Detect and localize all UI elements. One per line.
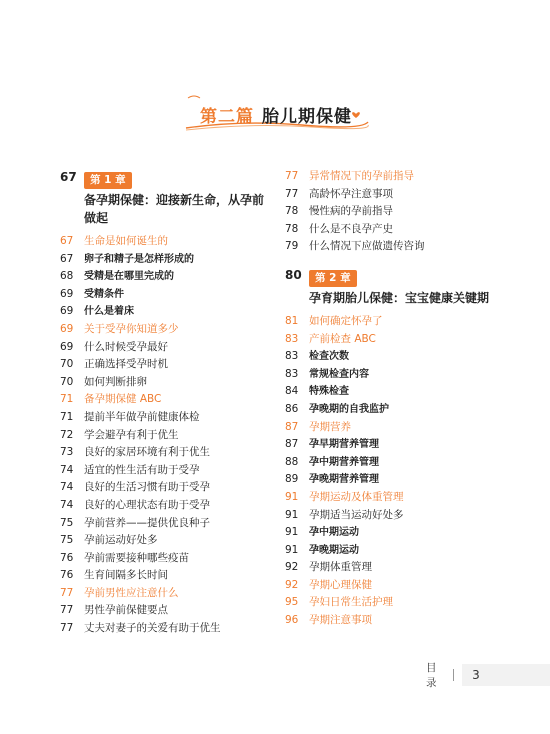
toc-entry-title: 学会避孕有利于优生 <box>84 428 179 441</box>
toc-page-number: 96 <box>285 614 299 627</box>
chapter-1-entry[interactable] <box>60 168 270 227</box>
toc-entry-title: 孕晚期的自我监护 <box>309 403 389 415</box>
toc-page-number: 92 <box>285 578 299 591</box>
toc-entry-title: 生命是如何诞生的 <box>84 235 168 247</box>
toc-entry-title: 孕期适当运动好处多 <box>309 508 404 521</box>
toc-entry-title: 产前检查 ABC <box>309 332 376 345</box>
toc-page-number: 78 <box>285 205 299 218</box>
toc-page-number: 89 <box>285 473 299 486</box>
part-title <box>200 102 352 127</box>
toc-entry[interactable] <box>285 348 505 366</box>
toc-section-entry[interactable] <box>60 585 270 603</box>
toc-section-entry[interactable] <box>60 391 270 409</box>
toc-entry[interactable] <box>60 444 270 462</box>
toc-entry-title: 孕期营养 <box>309 420 351 433</box>
toc-entry[interactable] <box>285 366 505 384</box>
toc-page-number: 73 <box>60 446 74 459</box>
toc-section-entry[interactable] <box>285 168 505 186</box>
toc-section-entry[interactable] <box>285 489 505 507</box>
toc-entry[interactable] <box>60 550 270 568</box>
toc-entry-title: 良好的家居环境有利于优生 <box>84 446 210 459</box>
toc-entry-title: 什么是着床 <box>84 306 134 318</box>
toc-page-number: 87 <box>285 438 299 451</box>
toc-entry[interactable] <box>60 620 270 638</box>
toc-entry[interactable] <box>60 602 270 620</box>
toc-page-number: 84 <box>285 385 299 398</box>
toc-page-number: 77 <box>285 170 299 182</box>
toc-page-number: 76 <box>60 551 74 564</box>
toc-page-number: 81 <box>285 314 299 327</box>
toc-page-number: 76 <box>60 569 74 582</box>
toc-entry[interactable] <box>60 268 270 286</box>
toc-entry-title: 什么是不良孕产史 <box>309 222 393 235</box>
toc-entry-title: 良好的生活习惯有助于受孕 <box>84 481 210 494</box>
toc-entry[interactable] <box>60 286 270 304</box>
toc-entry[interactable] <box>285 221 505 239</box>
toc-entry-title: 关于受孕你知道多少 <box>84 322 179 335</box>
toc-page-number: 69 <box>60 322 74 335</box>
toc-page-number: 91 <box>285 508 299 521</box>
toc-entry-title: 孕期注意事项 <box>309 614 372 627</box>
toc-entry-title: 孕前男性应注意什么 <box>84 586 179 599</box>
toc-entry-title: 慢性病的孕前指导 <box>309 205 393 218</box>
toc-page-number: 91 <box>285 526 299 539</box>
toc-entry-title: 异常情况下的孕前指导 <box>309 170 414 182</box>
toc-entry-title: 备孕期保健 ABC <box>84 393 162 406</box>
toc-entry[interactable] <box>60 479 270 497</box>
toc-entry[interactable] <box>60 497 270 515</box>
toc-page-number: 83 <box>285 350 299 363</box>
toc-entry-title: 检查次数 <box>309 351 349 363</box>
chapter-badge: 第 1 章 <box>84 172 132 189</box>
part-number: 第二篇 <box>200 107 254 127</box>
toc-page-number: 92 <box>285 561 299 574</box>
toc-right-column <box>285 168 505 630</box>
toc-entry[interactable] <box>60 374 270 392</box>
toc-page-number: 67 <box>60 252 74 265</box>
toc-entry-title: 孕晚期运动 <box>309 544 359 556</box>
toc-entry[interactable] <box>60 251 270 269</box>
toc-entry[interactable] <box>285 238 505 256</box>
toc-entry-title: 生育间隔多长时间 <box>84 569 168 582</box>
toc-entry[interactable] <box>60 567 270 585</box>
toc-page-number: 74 <box>60 481 74 494</box>
toc-section-entry[interactable] <box>60 233 270 251</box>
toc-entry-title: 孕前营养——提供优良种子 <box>84 516 210 529</box>
toc-entry-title: 孕妇日常生活护理 <box>309 596 393 609</box>
toc-page-number: 77 <box>60 604 74 617</box>
toc-section-entry[interactable] <box>285 612 505 630</box>
toc-left-column <box>60 168 270 638</box>
toc-page-number: 77 <box>60 622 74 635</box>
toc-page-number: 86 <box>285 402 299 415</box>
toc-section-entry[interactable] <box>60 321 270 339</box>
toc-entry[interactable] <box>285 401 505 419</box>
toc-entry-title: 高龄怀孕注意事项 <box>309 187 393 200</box>
toc-entry-title: 孕中期运动 <box>309 527 359 539</box>
part-name: 胎儿期保健 <box>262 107 352 127</box>
toc-page-number: 69 <box>60 287 74 300</box>
toc-page-number: 69 <box>60 340 74 353</box>
toc-entry[interactable] <box>285 507 505 525</box>
toc-entry[interactable] <box>60 515 270 533</box>
toc-entry-title: 卵子和精子是怎样形成的 <box>84 253 194 265</box>
toc-entry-title: 正确选择受孕时机 <box>84 358 168 371</box>
toc-page-number: 72 <box>60 428 74 441</box>
toc-page-number: 95 <box>285 596 299 609</box>
toc-section-entry[interactable] <box>285 594 505 612</box>
toc-entry[interactable] <box>60 462 270 480</box>
toc-entry[interactable] <box>285 436 505 454</box>
toc-entry-title: 丈夫对妻子的关爱有助于优生 <box>84 622 221 635</box>
toc-entry-title: 孕早期营养管理 <box>309 439 379 451</box>
chapter-title: 备孕期保健：迎接新生命，从孕前做起 <box>84 193 265 225</box>
toc-entry[interactable] <box>285 383 505 401</box>
toc-page-number: 77 <box>285 187 299 200</box>
toc-section-entry[interactable] <box>285 313 505 331</box>
chapter-title: 孕育期胎儿保健：宝宝健康关键期 <box>309 290 490 305</box>
toc-page-number: 83 <box>285 332 299 345</box>
toc-page-number: 79 <box>285 240 299 253</box>
toc-entry[interactable] <box>60 532 270 550</box>
toc-entry[interactable] <box>60 427 270 445</box>
toc-section-entry[interactable] <box>285 577 505 595</box>
part-title-banner <box>182 92 372 132</box>
toc-page-number: 91 <box>285 490 299 503</box>
toc-page-number: 74 <box>60 463 74 476</box>
toc-page-number: 78 <box>285 222 299 235</box>
toc-entry[interactable] <box>285 524 505 542</box>
toc-entry[interactable] <box>60 339 270 357</box>
toc-section-entry[interactable] <box>285 419 505 437</box>
toc-page-number: 75 <box>60 516 74 529</box>
toc-entry-title: 孕期运动及体重管理 <box>309 490 404 503</box>
toc-page-number: 70 <box>60 358 74 371</box>
toc-page-number: 71 <box>60 393 74 406</box>
toc-entry-title: 孕期体重管理 <box>309 561 372 574</box>
toc-entry[interactable] <box>60 356 270 374</box>
toc-page-number: 69 <box>60 305 74 318</box>
toc-entry-title: 适宜的性生活有助于受孕 <box>84 463 200 476</box>
toc-entry[interactable] <box>285 454 505 472</box>
toc-entry-title: 如何判断排卵 <box>84 375 147 388</box>
toc-entry-title: 孕前运动好处多 <box>84 534 158 547</box>
toc-entry-title: 孕晚期营养管理 <box>309 474 379 486</box>
toc-entry-title: 提前半年做孕前健康体检 <box>84 410 200 423</box>
toc-entry-title: 常规检查内容 <box>309 368 369 380</box>
page-number: 3 <box>462 664 550 686</box>
toc-entry-title: 孕前需要接种哪些疫苗 <box>84 551 189 564</box>
toc-page-number: 83 <box>285 367 299 380</box>
toc-entry-title: 孕中期营养管理 <box>309 456 379 468</box>
toc-entry[interactable] <box>60 409 270 427</box>
toc-entry-title: 男性孕前保健要点 <box>84 604 168 617</box>
page-footer <box>426 662 550 689</box>
toc-entry-title: 什么情况下应做遗传咨询 <box>309 240 425 253</box>
toc-entry[interactable] <box>285 203 505 221</box>
toc-entry-title: 孕期心理保健 <box>309 578 372 591</box>
toc-page-number: 70 <box>60 375 74 388</box>
toc-entry-title: 受精是在哪里完成的 <box>84 271 174 283</box>
toc-entry[interactable] <box>285 542 505 560</box>
toc-section-entry[interactable] <box>285 331 505 349</box>
toc-page-number: 88 <box>285 455 299 468</box>
toc-page-number: 67 <box>60 235 74 247</box>
toc-page-number: 68 <box>60 270 74 283</box>
toc-entry-title: 什么时候受孕最好 <box>84 340 168 353</box>
footer-label: 目录 <box>426 662 437 689</box>
toc-entry[interactable] <box>285 471 505 489</box>
toc-entry[interactable] <box>285 559 505 577</box>
chapter-badge: 第 2 章 <box>309 270 357 287</box>
chapter-2-entry[interactable] <box>285 266 505 307</box>
toc-entry[interactable] <box>60 303 270 321</box>
footer-divider <box>453 669 454 681</box>
toc-entry[interactable] <box>285 186 505 204</box>
toc-page-number: 77 <box>60 586 74 599</box>
toc-entry-title: 良好的心理状态有助于受孕 <box>84 498 210 511</box>
toc-entry-title: 特殊检查 <box>309 386 349 398</box>
chapter-page: 80 <box>285 267 302 282</box>
toc-page-number: 91 <box>285 543 299 556</box>
toc-page-number: 74 <box>60 498 74 511</box>
toc-entry-title: 受精条件 <box>84 288 124 300</box>
toc-page-number: 87 <box>285 420 299 433</box>
toc-entry-title: 如何确定怀孕了 <box>309 314 383 327</box>
toc-page-number: 75 <box>60 534 74 547</box>
chapter-page: 67 <box>60 170 77 184</box>
toc-page-number: 71 <box>60 410 74 423</box>
